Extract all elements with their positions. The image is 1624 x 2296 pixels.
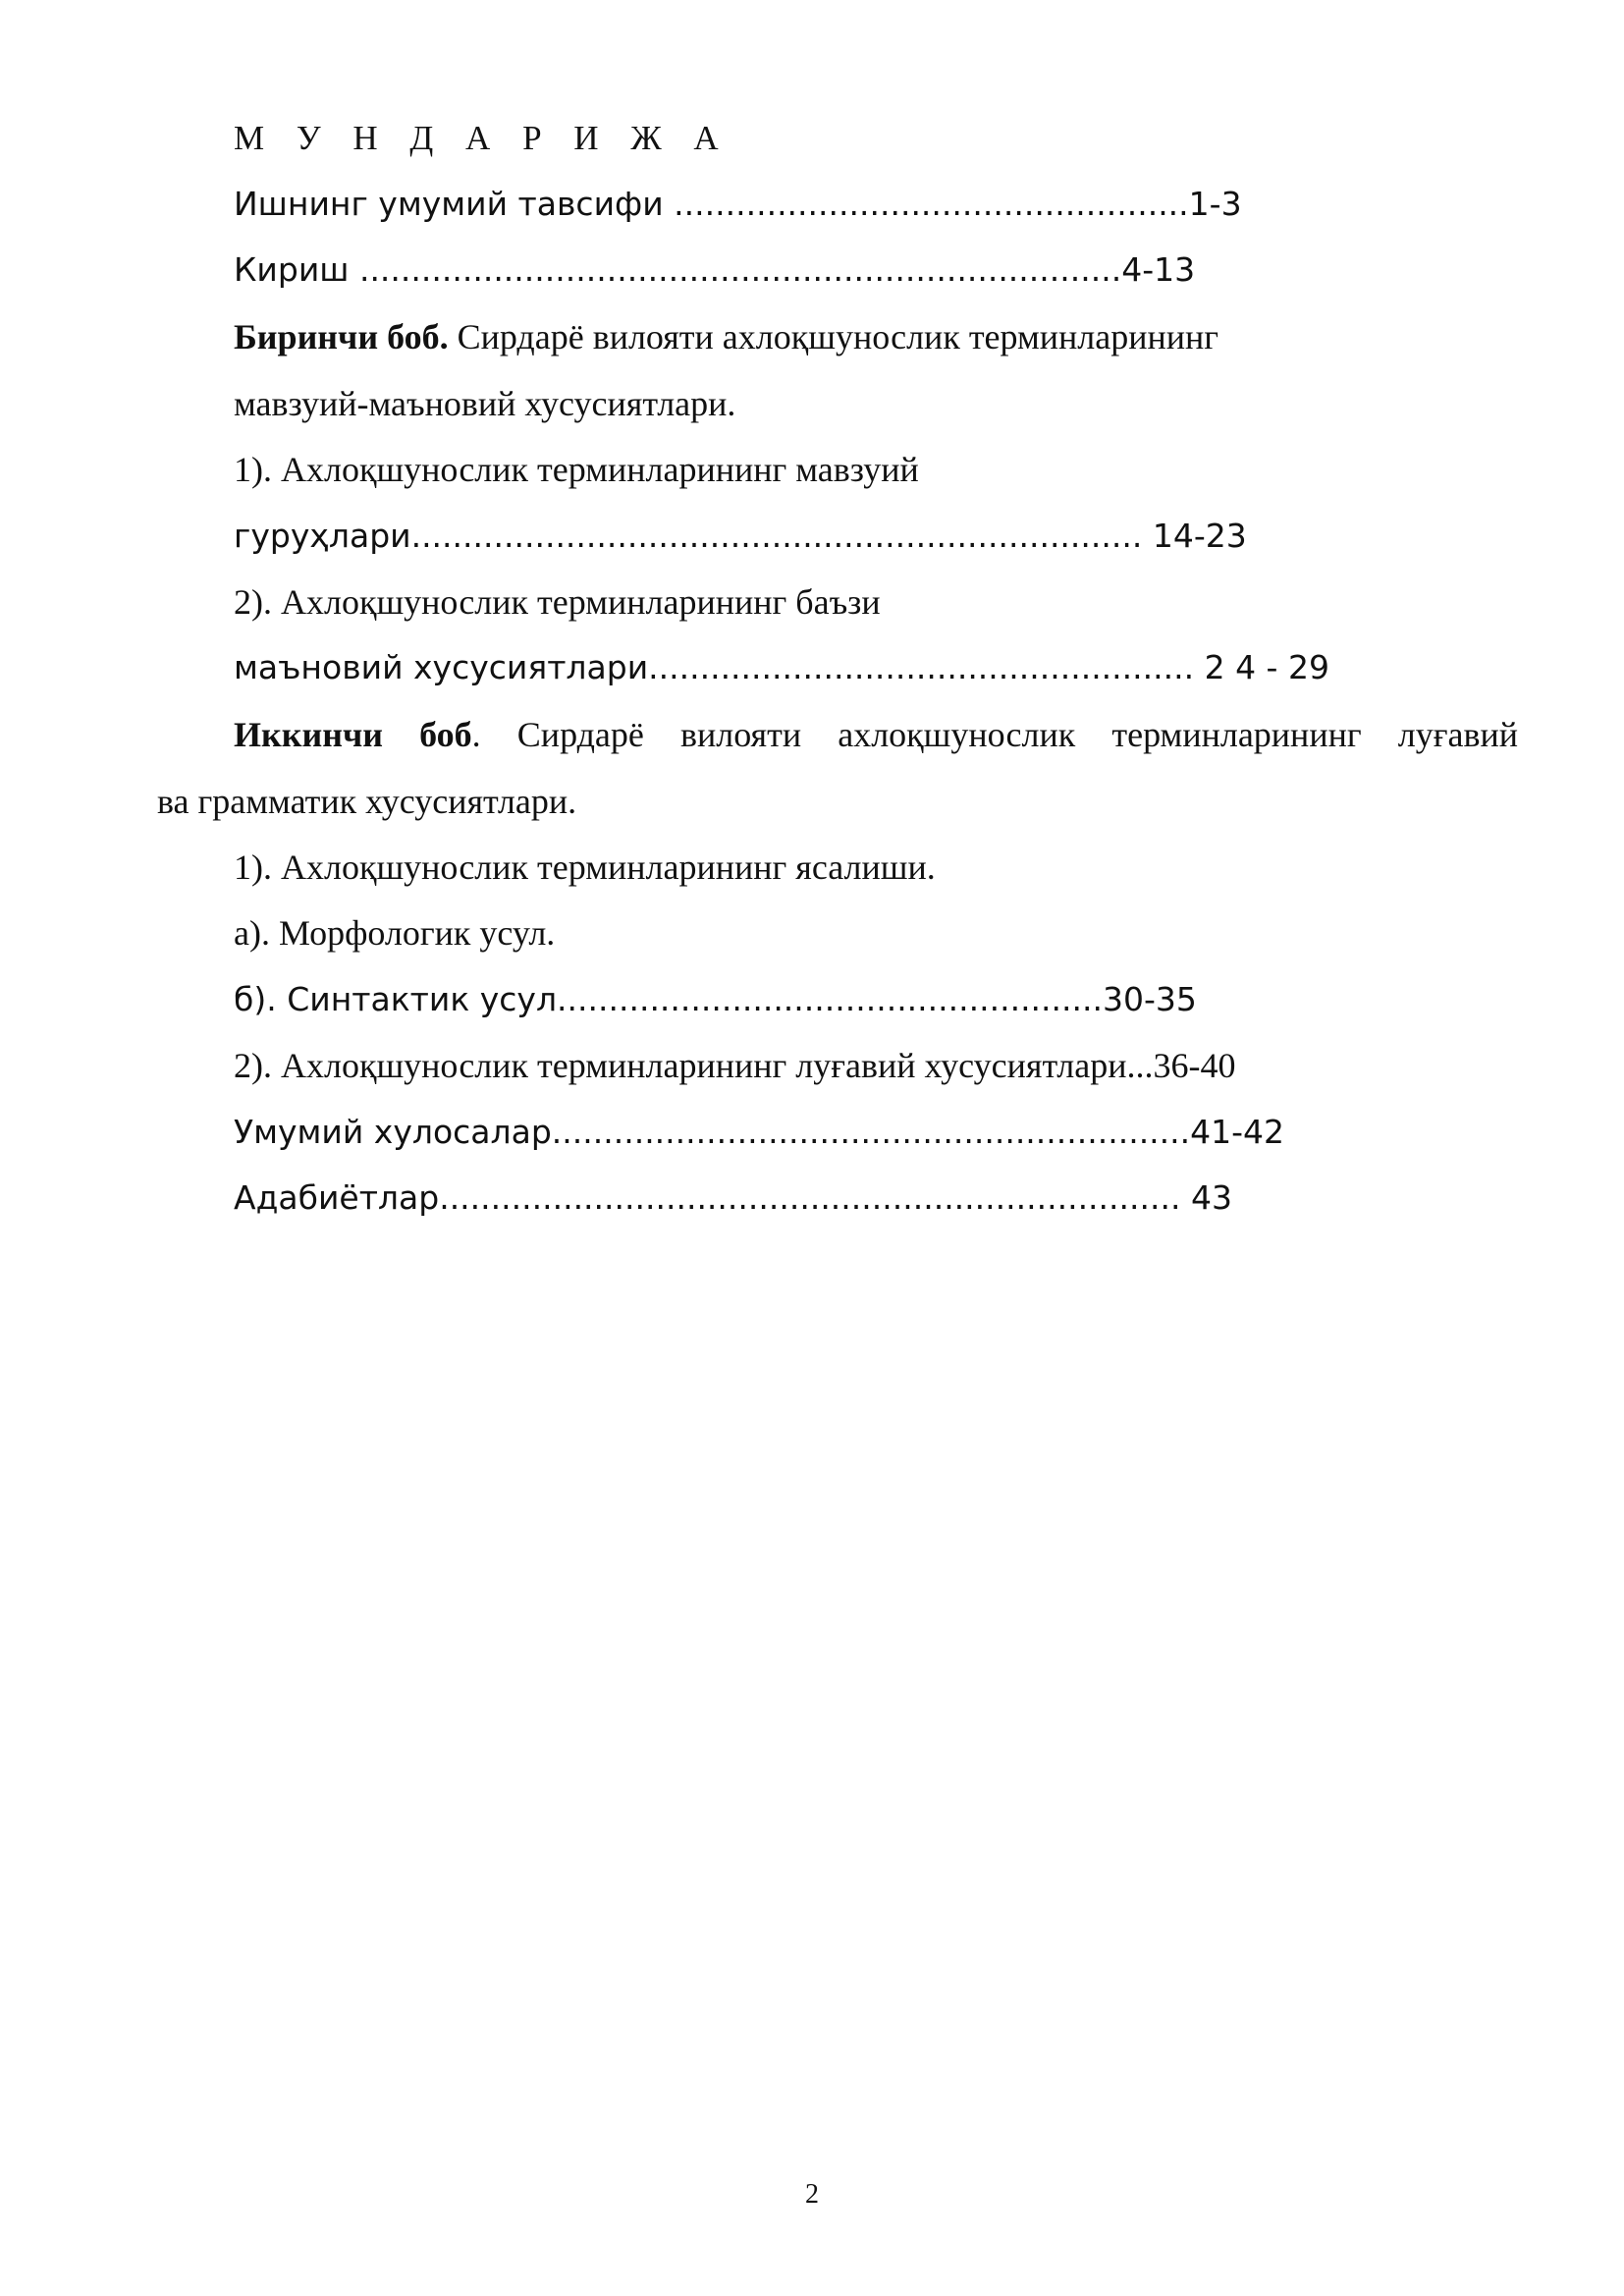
toc-entry-references: Адабиётлар........................................................................ 43 bbox=[234, 1178, 1232, 1217]
toc-section-2-2: 2). Ахлоқшунослик терминларининг луғавий хусусиятлари...36-40 bbox=[234, 1046, 1236, 1085]
toc-section-2-1-a: а). Морфологик усул. bbox=[234, 913, 556, 953]
page-number: 2 bbox=[805, 2179, 819, 2210]
toc-entry-introduction: Кириш ..........................................................................4-13 bbox=[234, 250, 1196, 289]
chapter-1-title: Сирдарё вилояти ахлоқшунослик терминларининг bbox=[448, 317, 1219, 356]
chapter-1-label: Биринчи боб. bbox=[234, 317, 449, 356]
toc-chapter-2-title-continuation: ва грамматик хусусиятлари. bbox=[157, 782, 577, 821]
toc-section-1-1-title: 1). Ахлоқшунослик терминларининг мавзуий bbox=[234, 450, 919, 489]
toc-section-2-1-b: б). Синтактик усул.....................................................30-35 bbox=[234, 980, 1197, 1018]
toc-section-1-2-pages: маъновий хусусиятлари..................................................... 2 4 - 29 bbox=[234, 648, 1329, 686]
toc-chapter-1-title-continuation: мавзуий-маъновий хусусиятлари. bbox=[234, 384, 736, 423]
toc-entry-general-description: Ишнинг умумий тавсифи ..................................................1-3 bbox=[234, 185, 1242, 223]
toc-section-2-1: 1). Ахлоқшунослик терминларининг ясалиши. bbox=[234, 847, 936, 887]
toc-section-1-1-pages: гуруҳлари....................................................................... 14-23 bbox=[234, 517, 1247, 555]
toc-chapter-2-heading bbox=[234, 713, 1518, 756]
toc-section-1-2-title: 2). Ахлоқшунослик терминларининг баъзи bbox=[234, 582, 881, 622]
chapter-2-label: Иккинчи боб bbox=[234, 715, 472, 754]
toc-title: М У Н Д А Р И Ж А bbox=[234, 119, 731, 157]
toc-chapter-1-heading bbox=[234, 315, 1218, 358]
toc-entry-conclusions: Умумий хулосалар..............................................................41-42 bbox=[234, 1113, 1285, 1151]
chapter-2-title: . Сирдарё вилояти ахлоқшунослик терминларининг луғавий bbox=[471, 715, 1518, 754]
